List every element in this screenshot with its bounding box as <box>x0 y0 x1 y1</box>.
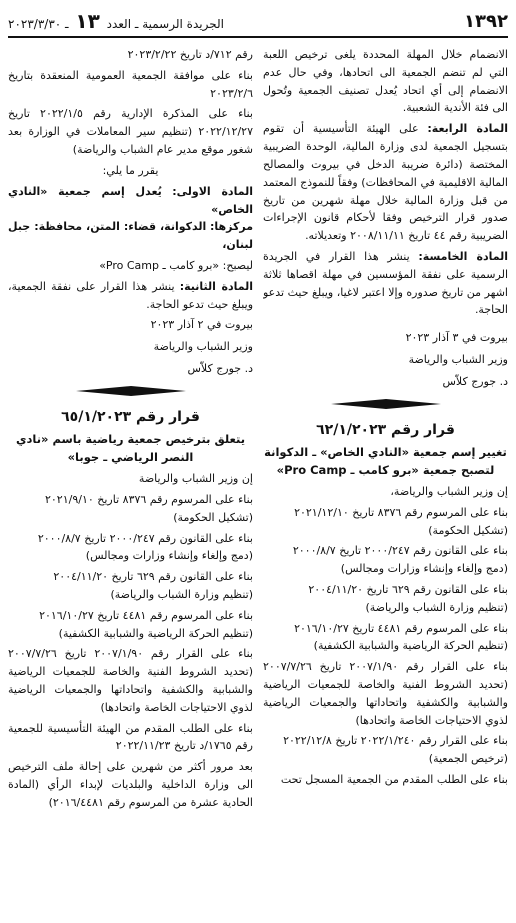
minister-intro: إن وزير الشباب والرياضة، <box>390 484 508 498</box>
consideration: بناء على المرسوم رقم ٨٣٧٦ تاريخ ٢٠٢١/١٢/١٠ (تشكيل الحكومة) <box>294 505 508 537</box>
consideration: بناء على القانون رقم ٢٠٠٠/٢٤٧ تاريخ ٢٠٠٠/٨/٧ (دمج وإلغاء وإنشاء وزارات ومجالس) <box>292 544 508 576</box>
article-1-hq-text: الدكوانة، قضاء: المتن، محافظة: جبل لبنان، <box>8 220 253 252</box>
decree-subject: يتعلق بترخيص جمعية رياضية باسم «نادي النصر الرياضي ـ جوبا» <box>15 432 246 465</box>
left-column <box>8 46 253 916</box>
article-2-label: المادة الثانية: <box>179 279 253 293</box>
consideration: بناء على القرار رقم ٢٠٠٧/١/٩٠ تاريخ ٢٠٠٧/٧/٢٦ (تحديد الشروط الفنية والخاصة للجمعيات الرياضية والشبابية والكشفية واتحاداتها والجمعيات الرياضية لذوي الاحتياجات الخاصة واتحادها) <box>263 660 508 727</box>
article-1-hq-label: مركزها: <box>209 220 253 234</box>
consideration: بناء على المرسوم رقم ٨٣٧٦ تاريخ ٢٠٢١/٩/١٠ (تشكيل الحكومة) <box>44 492 253 524</box>
page-number: ١٣٩٢ <box>464 10 508 32</box>
consideration: بناء على القانون رقم ٦٢٩ تاريخ ٢٠٠٤/١١/٢٠ (تنظيم وزارة الشباب والرياضة) <box>53 570 253 601</box>
article-1-becomes: ليصبح: «برو كامب ـ Pro Camp» <box>99 258 253 272</box>
consideration: بناء على المرسوم رقم ٤٤٨١ تاريخ ٢٠١٦/١٠/٢٧ (تنظيم الحركة الرياضية والشبابية الكشفية) <box>39 608 253 640</box>
considerations-list <box>263 504 508 789</box>
columns <box>8 46 508 916</box>
consideration: بعد مرور أكثر من شهرين على إحالة ملف الترخيص الى وزارة الداخلية والبلديات لإبداء الرأي (المادة الحادية عشرة من المرسوم رقم ٢٠١٦/٤٤٨١) <box>8 760 253 809</box>
sign-place-date: بيروت في ٢ آذار ٢٠٢٣ <box>150 318 253 332</box>
divider-ornament <box>76 386 186 396</box>
article-1-label: المادة الاولى: <box>172 184 253 198</box>
decree-title: قرار رقم ٦٥/١/٢٠٢٣ <box>61 408 200 425</box>
consideration: بناء على القرار رقم ٢٠٢٢/١/٢٤٠ تاريخ ٢٠٢٢/١٢/٨ (ترخيص الجمعية) <box>283 734 508 766</box>
decides-heading: يقرر ما يلي: <box>102 163 159 177</box>
divider-ornament <box>331 399 441 409</box>
article-2 <box>8 278 253 314</box>
article-1-text: يُعدل إسم جمعية «النادي الخاص» <box>8 184 253 216</box>
sign-name: د. جورج كلاّس <box>442 374 508 388</box>
issue-prefix: الجريدة الرسمية ـ العدد <box>106 17 224 31</box>
decree-title: قرار رقم ٦٢/١/٢٠٢٣ <box>316 421 455 438</box>
approval-paragraph: بناء على موافقة الجمعية العمومية المنعقدة بتاريخ ٢٠٢٣/٢/٦ <box>8 68 253 100</box>
sign-title: وزير الشباب والرياضة <box>153 340 253 354</box>
consideration: بناء على القانون رقم ٦٢٩ تاريخ ٢٠٠٤/١١/٢٠ (تنظيم وزارة الشباب والرياضة) <box>308 582 508 614</box>
issue-number: ١٣ <box>75 9 100 33</box>
sign-name: د. جورج كلاّس <box>187 362 253 375</box>
article-5-text: ينشر هذا القرار في الجريدة الرسمية على نفقة المؤسسين في مهلة اقصاها ثلاثة اشهر من تاريخ صدوره وإلا اعتبر لاغيا، ويبلغ حيث تدعو الحاجة. <box>263 249 508 317</box>
article-4-label: المادة الرابعة: <box>427 122 508 136</box>
minister-intro: إن وزير الشباب والرياضة <box>138 472 253 486</box>
article-2-text: ينشر هذا القرار على نفقة الجمعية، ويبلغ حيث تدعو الحاجة. <box>8 279 253 311</box>
consideration: بناء على القانون رقم ٢٠٠٠/٢٤٧ تاريخ ٢٠٠٠/٨/٧ (دمج وإلغاء وإنشاء وزارات ومجالس) <box>37 531 253 563</box>
article-5 <box>263 248 508 319</box>
article-5-label: المادة الخامسة: <box>418 249 508 263</box>
page-header <box>8 6 508 38</box>
sign-place-date: بيروت في ٣ آذار ٢٠٢٣ <box>405 331 508 345</box>
signature-block <box>8 316 253 377</box>
article-4 <box>263 120 508 245</box>
consideration: بناء على المرسوم رقم ٤٤٨١ تاريخ ٢٠١٦/١٠/٢٧ (تنظيم الحركة الرياضية والشبابية الكشفية) <box>294 621 508 653</box>
issue-date: ـ ٢٠٢٣/٣/٣٠ <box>8 17 69 31</box>
article-4-text: على الهيئة التأسيسية أن تقوم بتسجيل الجمعية لدى وزارة المالية، الوحدة الضريبية المختصة (دائرة ضريبة الدخل في بيروت والمصالح المالية الاقليمية في المحافظات) وفقاً للنموذج المعتمد من قبل وزارة المالية خلال مهلة شهرين من تاريخ صدور قرار الترخيص وفقا لأحكام قانون الإجراءات الضريبية رقم ٤٤ تاريخ ٢٠٠٨/١١/١١ وتعديلاته. <box>263 122 508 243</box>
consideration: بناء على القرار رقم ٢٠٠٧/١/٩٠ تاريخ ٢٠٠٧/٧/٢٦ (تحديد الشروط الفنية والخاصة للجمعيات الرياضية والشبابية والكشفية واتحاداتها والجمعيات الرياضية لذوي الاحتياجات الخاصة واتحادها) <box>8 647 253 714</box>
signature-block <box>263 329 508 390</box>
section-divider <box>8 386 253 396</box>
issue-info <box>8 9 224 33</box>
article-1 <box>8 183 253 254</box>
right-column <box>263 46 508 916</box>
considerations-list <box>8 491 253 812</box>
consideration: بناء على الطلب المقدم من الهيئة التأسيسية للجمعية رقم ١٧٦٥/د تاريخ ٢٠٢٢/١١/٢٣ <box>8 721 253 753</box>
section-divider <box>263 399 508 409</box>
registration-continued: رقم ٧١٢/د تاريخ ٢٠٢٣/٢/٢٢ <box>127 48 253 61</box>
decree-subject: تغيير إسم جمعية «النادي الخاص» ـ الدكوانة لتصبح جمعية «برو كامب ـ Pro Camp» <box>264 445 507 478</box>
sign-title: وزير الشباب والرياضة <box>408 353 508 366</box>
consideration: بناء على الطلب المقدم من الجمعية المسجل تحت <box>280 773 508 787</box>
memo-paragraph: بناء على المذكرة الإدارية رقم ٢٠٢٢/١/٥ تاريخ ٢٠٢٢/١٢/٢٧ (تنظيم سير المعاملات في الوزارة بعد شغور موقع مدير عام الشباب والرياضة) <box>8 107 253 157</box>
intro-paragraph: الانضمام خلال المهلة المحددة يلغى ترخيص اللعبة التي لم تنضم الجمعية الى اتحادها، وفي حال عدم الانضمام إلى أي اتحاد يُعدل تصنيف الجمعية وتُحول الى فئة الأندية الشعبية. <box>263 48 508 115</box>
